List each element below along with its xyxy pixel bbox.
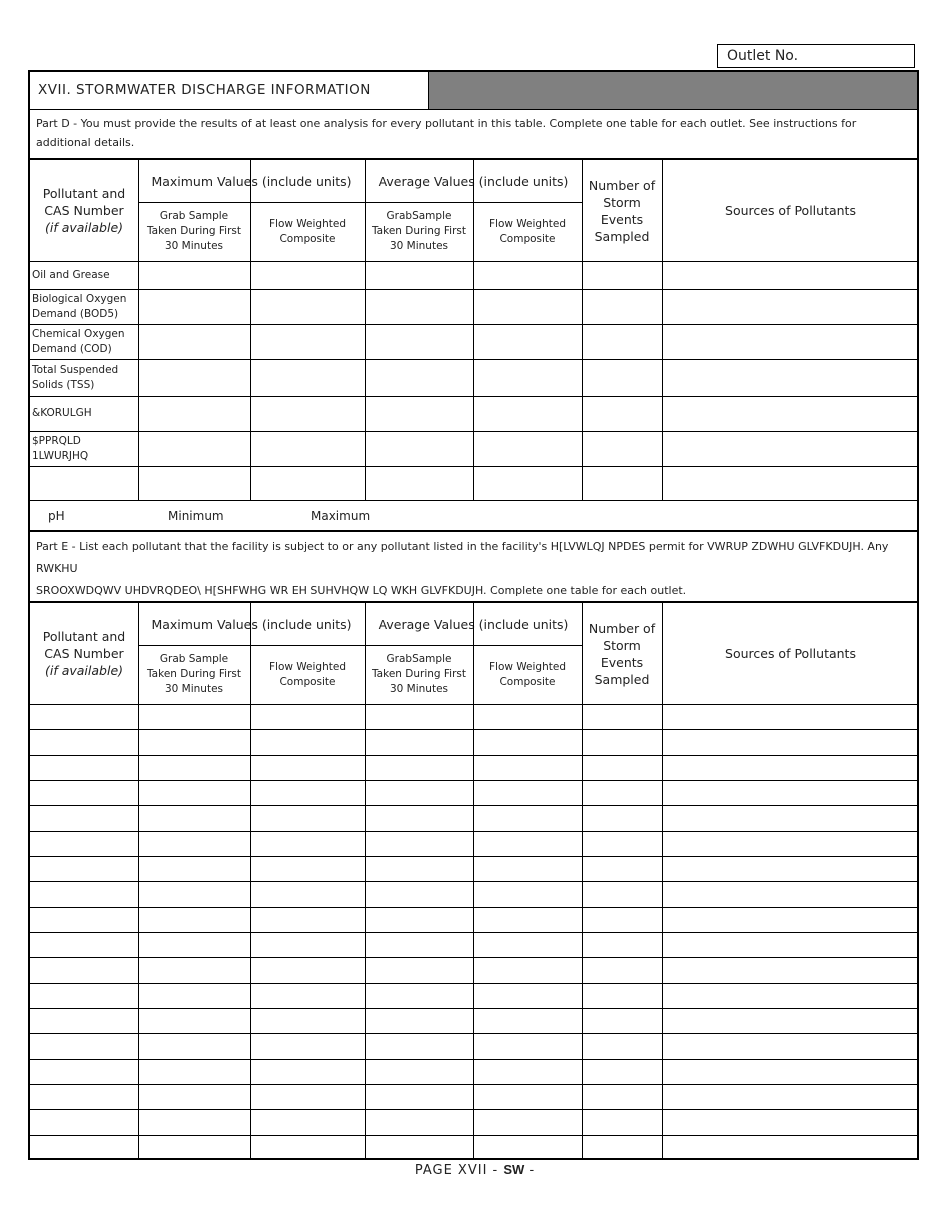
grid-line	[582, 603, 583, 1160]
data-cell[interactable]	[583, 467, 661, 499]
data-cell[interactable]	[583, 908, 661, 931]
grid-line	[662, 603, 663, 1160]
data-cell[interactable]	[663, 984, 918, 1007]
title-shaded-area	[428, 72, 917, 109]
data-cell[interactable]	[31, 756, 137, 779]
data-cell[interactable]	[663, 290, 918, 323]
data-cell[interactable]	[663, 908, 918, 931]
grab-sample-avg-header: GrabSample Taken During First 30 Minutes	[372, 653, 466, 695]
data-cell[interactable]	[139, 756, 249, 779]
data-cell[interactable]	[583, 290, 661, 323]
data-cell[interactable]	[251, 262, 364, 288]
data-cell[interactable]	[251, 730, 364, 753]
data-cell[interactable]	[474, 1034, 581, 1057]
data-cell[interactable]	[474, 908, 581, 931]
data-cell[interactable]	[583, 832, 661, 855]
flow-weighted-max-header: Flow Weighted Composite	[268, 217, 346, 245]
data-cell[interactable]	[366, 1136, 472, 1159]
data-cell[interactable]	[474, 984, 581, 1007]
data-cell[interactable]	[366, 325, 472, 358]
data-cell[interactable]	[366, 432, 472, 465]
data-cell[interactable]	[139, 781, 249, 804]
data-cell[interactable]	[251, 432, 364, 465]
data-cell[interactable]	[251, 467, 364, 499]
data-cell[interactable]	[139, 262, 249, 288]
data-cell[interactable]	[474, 832, 581, 855]
data-cell[interactable]	[663, 832, 918, 855]
data-cell[interactable]	[139, 984, 249, 1007]
data-cell[interactable]	[366, 781, 472, 804]
data-cell[interactable]	[583, 882, 661, 905]
data-cell[interactable]	[366, 467, 472, 499]
grid-line	[250, 160, 251, 500]
data-cell[interactable]	[663, 1136, 918, 1159]
data-cell[interactable]	[663, 730, 918, 753]
data-cell[interactable]	[474, 1136, 581, 1159]
data-cell[interactable]	[663, 1085, 918, 1108]
data-cell[interactable]	[251, 933, 364, 956]
part-e-line-2: SROOXWDQWV UHDVRQDEO\ H[SHFWHG WR EH SUHVHQW LQ WKH GLVFKDUJH. Complete one table for each outlet.	[36, 584, 687, 597]
data-cell[interactable]	[366, 908, 472, 931]
grid-line	[582, 160, 583, 500]
page-footer	[0, 1162, 950, 1178]
pollutant-header-line: CAS Number	[44, 203, 124, 218]
data-cell[interactable]	[31, 1034, 137, 1057]
data-cell[interactable]	[139, 1009, 249, 1032]
data-cell[interactable]	[31, 806, 137, 829]
data-cell[interactable]	[366, 1060, 472, 1083]
data-cell[interactable]	[474, 1110, 581, 1133]
pollutant-header-line: (if available)	[44, 663, 124, 678]
data-cell[interactable]	[474, 756, 581, 779]
data-cell[interactable]	[31, 933, 137, 956]
data-cell[interactable]	[31, 1136, 137, 1159]
data-cell[interactable]	[663, 958, 918, 981]
data-cell[interactable]	[474, 290, 581, 323]
data-cell[interactable]	[366, 756, 472, 779]
data-cell[interactable]	[663, 1110, 918, 1133]
data-cell[interactable]	[474, 1060, 581, 1083]
data-cell[interactable]	[474, 806, 581, 829]
grid-line	[250, 603, 251, 1160]
data-cell[interactable]	[251, 908, 364, 931]
grab-sample-max-header: Grab Sample Taken During First 30 Minutes	[147, 653, 241, 695]
data-cell[interactable]	[366, 857, 472, 880]
data-cell[interactable]	[583, 262, 661, 288]
data-cell[interactable]	[663, 781, 918, 804]
data-cell[interactable]	[583, 432, 661, 465]
data-cell[interactable]	[474, 781, 581, 804]
grid-line	[473, 160, 474, 500]
data-cell[interactable]	[251, 325, 364, 358]
data-cell[interactable]	[251, 397, 364, 430]
data-cell[interactable]	[663, 360, 918, 395]
data-cell[interactable]	[31, 705, 137, 728]
data-cell[interactable]	[474, 1085, 581, 1108]
data-cell[interactable]	[663, 262, 918, 288]
data-cell[interactable]	[251, 1136, 364, 1159]
data-cell[interactable]	[31, 984, 137, 1007]
data-cell[interactable]	[366, 882, 472, 905]
part-d-instructions: Part D - You must provide the results of at least one analysis for every pollutant in this table. Complete one table for each outlet. See instructions for additional details.	[36, 117, 857, 149]
data-cell[interactable]	[474, 730, 581, 753]
divider	[30, 109, 917, 110]
data-cell[interactable]	[31, 882, 137, 905]
grid-line	[662, 160, 663, 500]
grid-line	[138, 202, 582, 203]
ph-minimum-label: Minimum	[168, 509, 224, 523]
data-cell[interactable]	[366, 262, 472, 288]
data-cell[interactable]	[474, 1009, 581, 1032]
data-cell[interactable]	[251, 1034, 364, 1057]
part-e-line-1: Part E - List each pollutant that the facility is subject to or any pollutant listed in the facility's H[LVWLQJ NPDES permit for VWRUP ZDWHU GLVFKDUJH. Any RWKHU	[36, 540, 889, 575]
data-cell[interactable]	[663, 1034, 918, 1057]
data-cell[interactable]	[139, 325, 249, 358]
stormwater-form	[28, 70, 919, 1160]
data-cell[interactable]	[366, 1085, 472, 1108]
data-cell[interactable]	[663, 857, 918, 880]
data-cell[interactable]	[366, 397, 472, 430]
outlet-label: Outlet No.	[727, 48, 799, 64]
data-cell[interactable]	[583, 1085, 661, 1108]
data-cell[interactable]	[31, 1009, 137, 1032]
pollutant-header-line: CAS Number	[44, 646, 124, 661]
data-cell[interactable]	[251, 781, 364, 804]
data-cell[interactable]	[251, 832, 364, 855]
data-cell[interactable]	[31, 832, 137, 855]
data-cell[interactable]	[663, 1009, 918, 1032]
pollutant-header-line: Pollutant and	[42, 186, 126, 201]
data-cell[interactable]	[139, 730, 249, 753]
grid-line	[138, 603, 139, 1160]
data-cell[interactable]	[583, 360, 661, 395]
grid-line	[365, 603, 366, 1160]
data-cell[interactable]	[251, 290, 364, 323]
pollutant-row-label: $PPRQLD 1LWURJHQ	[32, 434, 89, 462]
data-cell[interactable]	[583, 1060, 661, 1083]
outlet-number-field[interactable]	[717, 44, 915, 68]
data-cell[interactable]	[31, 1085, 137, 1108]
grid-line	[30, 530, 917, 532]
pollutant-row-label: Biological Oxygen Demand (BOD5)	[32, 292, 127, 320]
data-cell[interactable]	[663, 882, 918, 905]
data-cell[interactable]	[583, 756, 661, 779]
footer-code: SW	[503, 1162, 525, 1177]
data-cell[interactable]	[139, 360, 249, 395]
data-cell[interactable]	[366, 705, 472, 728]
data-cell[interactable]	[366, 1110, 472, 1133]
data-cell[interactable]	[139, 958, 249, 981]
data-cell[interactable]	[474, 705, 581, 728]
data-cell[interactable]	[366, 730, 472, 753]
grab-sample-max-header: Grab Sample Taken During First 30 Minutes	[147, 210, 241, 252]
data-cell[interactable]	[31, 908, 137, 931]
data-cell[interactable]	[366, 933, 472, 956]
data-cell[interactable]	[663, 806, 918, 829]
footer-suffix: -	[524, 1163, 536, 1178]
data-cell[interactable]	[663, 325, 918, 358]
data-cell[interactable]	[366, 984, 472, 1007]
data-cell[interactable]	[31, 781, 137, 804]
data-cell[interactable]	[583, 958, 661, 981]
data-cell[interactable]	[583, 933, 661, 956]
pollutant-row-label: Total Suspended Solids (TSS)	[32, 363, 119, 391]
data-cell[interactable]	[251, 882, 364, 905]
data-cell[interactable]	[474, 467, 581, 499]
data-cell[interactable]	[663, 756, 918, 779]
data-cell[interactable]	[251, 1110, 364, 1133]
flow-weighted-avg-header: Flow Weighted Composite	[488, 217, 566, 245]
pollutant-row-label: &KORULGH	[32, 407, 92, 419]
storm-events-header: Number of Storm Events Sampled	[588, 620, 656, 687]
pollutant-header	[30, 160, 138, 261]
data-cell[interactable]	[366, 1034, 472, 1057]
data-cell[interactable]	[139, 933, 249, 956]
data-cell[interactable]	[663, 397, 918, 430]
data-cell[interactable]	[139, 832, 249, 855]
grid-line	[138, 645, 582, 646]
part-e-instructions	[36, 536, 911, 602]
data-cell[interactable]	[474, 857, 581, 880]
data-cell[interactable]	[663, 933, 918, 956]
data-cell[interactable]	[474, 325, 581, 358]
data-cell[interactable]	[251, 705, 364, 728]
sources-header: Sources of Pollutants	[725, 203, 856, 218]
pollutant-row-label	[32, 466, 136, 500]
data-cell[interactable]	[139, 882, 249, 905]
data-cell[interactable]	[583, 857, 661, 880]
grid-line	[473, 603, 474, 1160]
data-cell[interactable]	[366, 958, 472, 981]
data-cell[interactable]	[139, 1060, 249, 1083]
data-cell[interactable]	[583, 705, 661, 728]
data-cell[interactable]	[31, 1110, 137, 1133]
data-cell[interactable]	[583, 984, 661, 1007]
storm-events-header: Number of Storm Events Sampled	[588, 177, 656, 244]
data-cell[interactable]	[31, 958, 137, 981]
data-cell[interactable]	[31, 1060, 137, 1083]
data-cell[interactable]	[139, 1136, 249, 1159]
data-cell[interactable]	[474, 958, 581, 981]
flow-weighted-avg-header: Flow Weighted Composite	[488, 660, 566, 688]
grab-sample-avg-header: GrabSample Taken During First 30 Minutes	[372, 210, 466, 252]
data-cell[interactable]	[251, 756, 364, 779]
avg-values-header: Average Values (include units)	[378, 616, 569, 632]
data-cell[interactable]	[251, 806, 364, 829]
data-cell[interactable]	[366, 290, 472, 323]
data-cell[interactable]	[251, 984, 364, 1007]
data-cell[interactable]	[251, 958, 364, 981]
data-cell[interactable]	[366, 806, 472, 829]
pollutant-header	[30, 603, 138, 704]
grid-line	[365, 160, 366, 500]
data-cell[interactable]	[663, 705, 918, 728]
data-cell[interactable]	[583, 1009, 661, 1032]
data-cell[interactable]	[366, 360, 472, 395]
data-cell[interactable]	[366, 832, 472, 855]
data-cell[interactable]	[474, 432, 581, 465]
max-values-header: Maximum Values (include units)	[151, 616, 352, 632]
data-cell[interactable]	[139, 397, 249, 430]
data-cell[interactable]	[474, 360, 581, 395]
data-cell[interactable]	[474, 397, 581, 430]
data-cell[interactable]	[474, 262, 581, 288]
sources-header: Sources of Pollutants	[725, 646, 856, 661]
data-cell[interactable]	[31, 730, 137, 753]
data-cell[interactable]	[139, 857, 249, 880]
data-cell[interactable]	[251, 1085, 364, 1108]
ph-maximum-label: Maximum	[311, 509, 371, 523]
data-cell[interactable]	[139, 432, 249, 465]
grid-line	[138, 160, 139, 500]
pollutant-header-line: Pollutant and	[42, 629, 126, 644]
max-values-header: Maximum Values (include units)	[151, 173, 352, 189]
data-cell[interactable]	[663, 1060, 918, 1083]
data-cell[interactable]	[474, 933, 581, 956]
data-cell[interactable]	[139, 467, 249, 499]
data-cell[interactable]	[251, 360, 364, 395]
data-cell[interactable]	[31, 857, 137, 880]
data-cell[interactable]	[583, 397, 661, 430]
flow-weighted-max-header: Flow Weighted Composite	[268, 660, 346, 688]
data-cell[interactable]	[139, 1085, 249, 1108]
data-cell[interactable]	[251, 1060, 364, 1083]
data-cell[interactable]	[366, 1009, 472, 1032]
ph-label: pH	[48, 509, 65, 523]
data-cell[interactable]	[139, 908, 249, 931]
data-cell[interactable]	[583, 806, 661, 829]
pollutant-row-label: Oil and Grease	[32, 268, 110, 281]
data-cell[interactable]	[139, 1110, 249, 1133]
data-cell[interactable]	[663, 432, 918, 465]
data-cell[interactable]	[583, 730, 661, 753]
section-title: XVII. STORMWATER DISCHARGE INFORMATION	[38, 82, 371, 98]
data-cell[interactable]	[251, 1009, 364, 1032]
avg-values-header: Average Values (include units)	[378, 173, 569, 189]
data-cell[interactable]	[663, 467, 918, 499]
data-cell[interactable]	[139, 290, 249, 323]
data-cell[interactable]	[583, 325, 661, 358]
data-cell[interactable]	[583, 1034, 661, 1057]
grid-line	[30, 500, 917, 501]
data-cell[interactable]	[583, 1136, 661, 1159]
data-cell[interactable]	[583, 1110, 661, 1133]
data-cell[interactable]	[583, 781, 661, 804]
data-cell[interactable]	[251, 857, 364, 880]
pollutant-row-label: Chemical Oxygen Demand (COD)	[32, 327, 125, 355]
footer-prefix: PAGE XVII -	[414, 1163, 504, 1178]
data-cell[interactable]	[474, 882, 581, 905]
data-cell[interactable]	[139, 806, 249, 829]
data-cell[interactable]	[139, 1034, 249, 1057]
pollutant-header-line: (if available)	[44, 220, 124, 235]
data-cell[interactable]	[139, 705, 249, 728]
